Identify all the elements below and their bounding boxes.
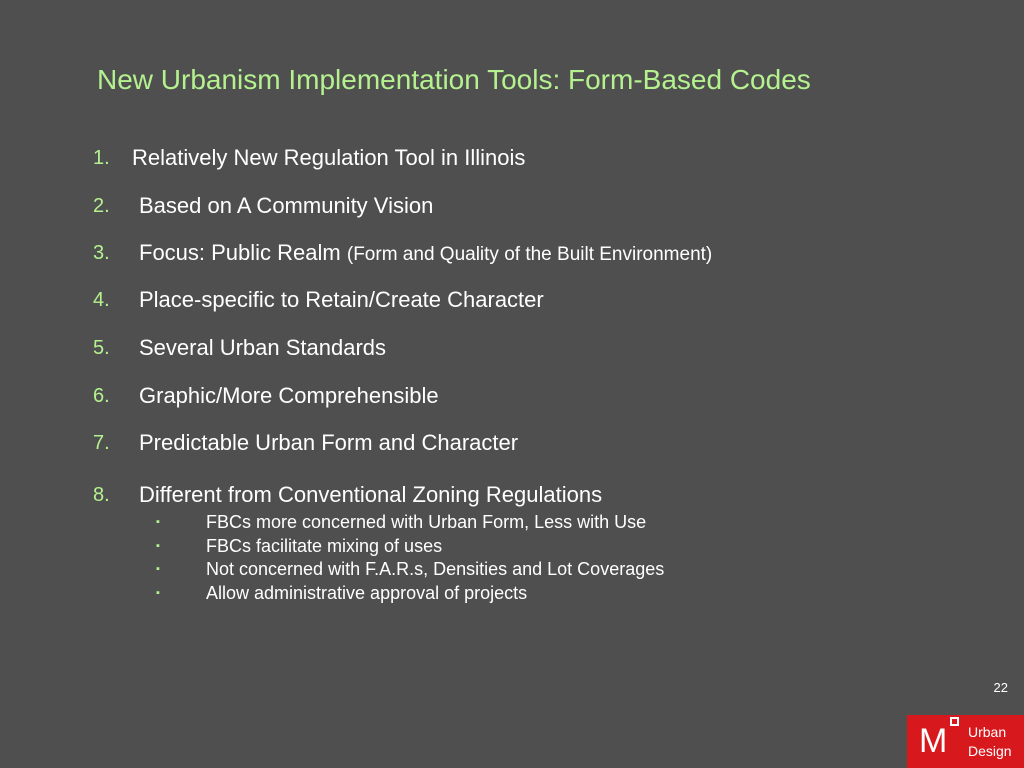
list-number: 1. [93,147,110,169]
logo-word-urban: Urban [968,724,1007,740]
logo [907,715,1024,768]
list-number: 3. [93,242,110,264]
list-text: Place-specific to Retain/Create Character [139,287,544,312]
logo-square-icon [950,717,959,726]
bullet-icon: ▪ [156,516,160,528]
list-number: 6. [93,385,110,407]
slide-title: New Urbanism Implementation Tools: Form-Based Codes [97,64,811,95]
list-text: Graphic/More Comprehensible [139,383,439,408]
list-number: 2. [93,195,110,217]
list-text: Focus: Public Realm [139,240,341,265]
sub-list-text: Not concerned with F.A.R.s, Densities and Lot Coverages [206,559,665,579]
sub-list-text: FBCs more concerned with Urban Form, Less with Use [206,512,647,532]
logo-letter: M [919,722,948,760]
list-text: Several Urban Standards [139,335,387,360]
list-text: Based on A Community Vision [139,193,434,218]
bullet-icon: ▪ [156,540,160,552]
sub-list-text: Allow administrative approval of projects [206,583,528,603]
list-number: 7. [93,432,110,454]
list-text: Relatively New Regulation Tool in Illinois [132,145,526,170]
list-text: Different from Conventional Zoning Regulations [139,482,603,507]
bullet-icon: ▪ [156,587,160,599]
list-number: 5. [93,337,110,359]
sub-list-text: FBCs facilitate mixing of uses [206,536,443,556]
page-number: 22 [993,680,1008,695]
list-text: Predictable Urban Form and Character [139,430,519,455]
logo-word-design: Design [968,743,1012,759]
list-number: 4. [93,289,110,311]
list-text-note: (Form and Quality of the Built Environment) [346,244,713,265]
list-number: 8. [93,484,110,506]
bullet-icon: ▪ [156,563,160,575]
list-text-group [139,238,712,270]
